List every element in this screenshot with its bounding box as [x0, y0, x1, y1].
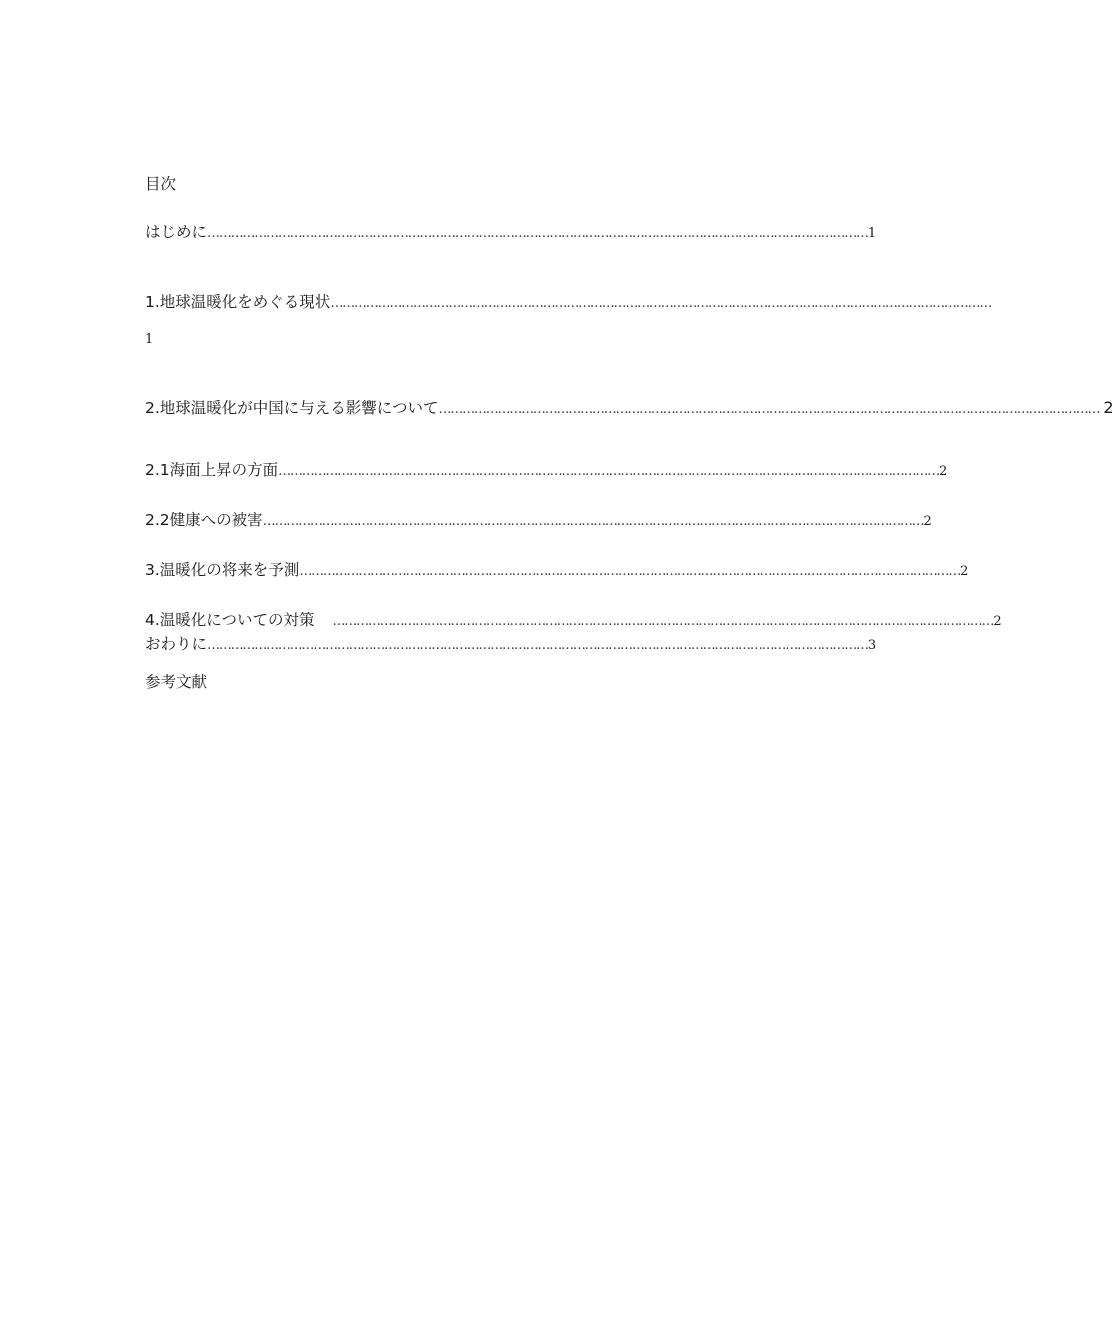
- toc-page-number: 2: [938, 464, 948, 479]
- toc-entry-label: 温暖化についての対策: [159, 611, 315, 629]
- toc-entry-label: はじめに: [145, 223, 208, 241]
- toc-page-number: 2: [960, 564, 969, 579]
- toc-page-number: 2: [923, 514, 932, 529]
- toc-entry-number: 2.1: [145, 461, 170, 479]
- toc-entry-number: 2.2: [145, 511, 170, 529]
- toc-entry-label: 海面上昇の方面: [169, 461, 279, 479]
- toc-entry-references[interactable]: 参考文献: [145, 673, 208, 691]
- toc-entry-label: おわりに: [145, 635, 208, 653]
- toc-entry-number: 4.: [145, 611, 160, 629]
- toc-entry-number: 3.: [145, 561, 160, 579]
- toc-leader-dots: ……………………………………………………………………………………………………………………………………………………: [330, 296, 992, 311]
- toc-leader-dots: ……………………………………………………………………………………………………………………………………………………: [278, 464, 939, 479]
- toc-entry-section-2-2[interactable]: [145, 510, 932, 532]
- toc-page-number: 2: [1103, 398, 1114, 417]
- toc-entry-label: 健康への被害: [169, 511, 263, 529]
- toc-entry-introduction[interactable]: [145, 222, 877, 244]
- toc-leader-dots: ……………………………………………………………………………………………………………………………………………………: [207, 226, 868, 241]
- toc-leader-dots: ……………………………………………………………………………………………………………………………………………………: [438, 402, 1100, 417]
- toc-leader-dots: ……………………………………………………………………………………………………………………………………………………: [207, 638, 868, 653]
- toc-entry-label: 地球温暖化をめぐる現状: [159, 293, 331, 311]
- toc-page-number: 1: [145, 332, 154, 347]
- toc-entry-conclusion[interactable]: [145, 634, 877, 656]
- toc-entry-label: 温暖化の将来を予測: [159, 561, 300, 579]
- toc-leader-dots: ……………………………………………………………………………………………………………………………………………………: [332, 614, 994, 629]
- toc-entry-number: 1.: [145, 293, 160, 311]
- toc-entry-section-2-1[interactable]: [145, 460, 948, 482]
- toc-leader-dots: ……………………………………………………………………………………………………………………………………………………: [262, 514, 924, 529]
- toc-entry-section-3[interactable]: [145, 560, 969, 582]
- toc-page-number: 3: [867, 638, 877, 653]
- toc-entry-number: 2.: [145, 399, 160, 417]
- toc-leader-dots: ……………………………………………………………………………………………………………………………………………………: [299, 564, 961, 579]
- toc-page-number: 1: [867, 226, 877, 241]
- toc-entry-section-4[interactable]: [145, 610, 1002, 632]
- toc-entry-label: 地球温暖化が中国に与える影響について: [159, 399, 439, 417]
- toc-title: 目次: [145, 175, 177, 193]
- toc-entry-section-1[interactable]: [145, 292, 992, 314]
- toc-page-number: 2: [993, 614, 1002, 629]
- toc-entry-section-2[interactable]: [145, 398, 1114, 420]
